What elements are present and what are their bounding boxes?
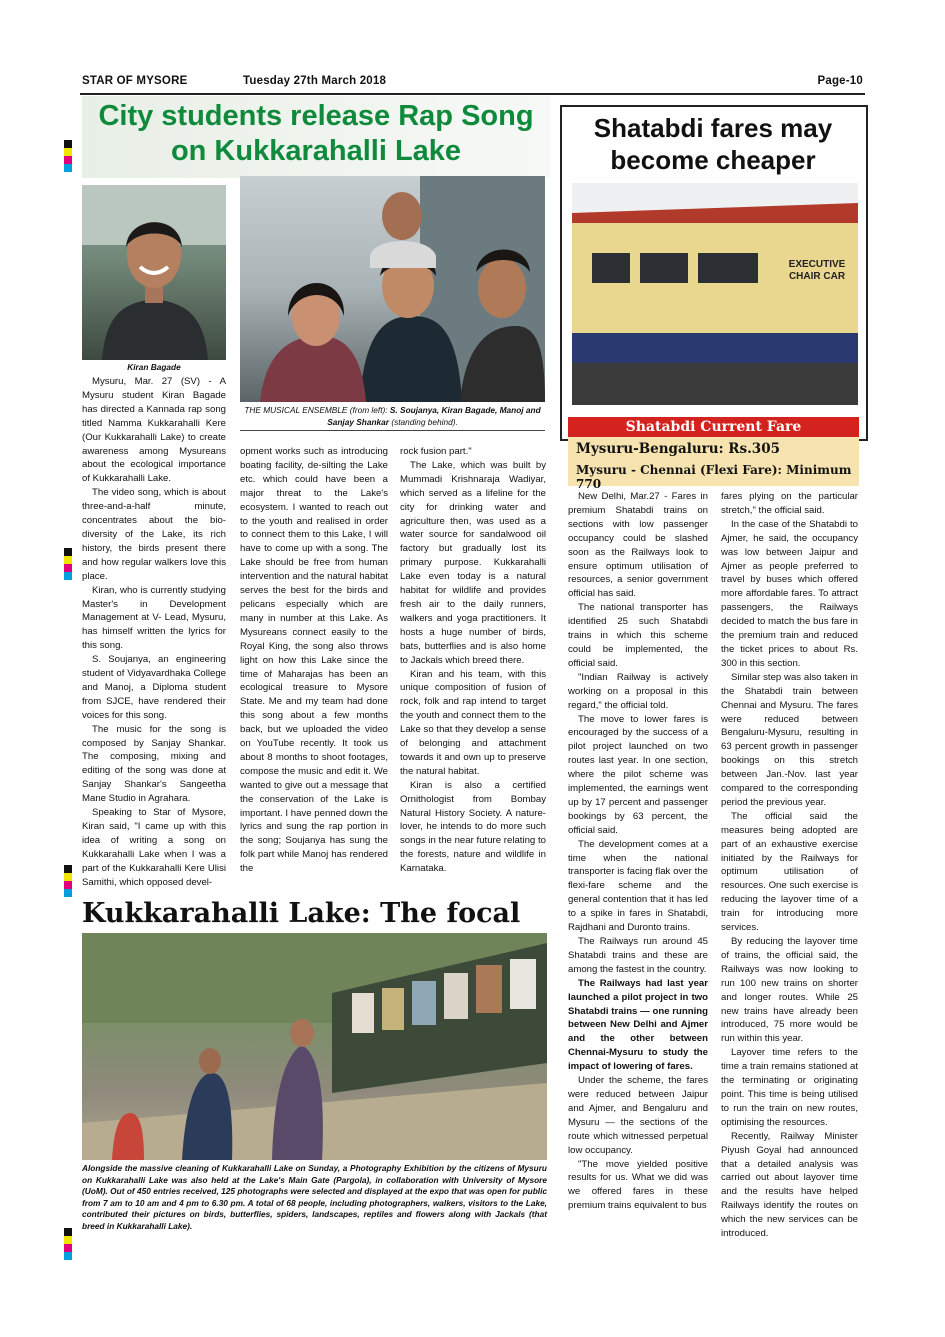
paragraph: By reducing the layover time of trains, the official said, the Railways was now looking to run 100 new trains on shorter and longer routes. While 25 new trains have already been introduced, 75 more would be run within this year. [721, 936, 858, 1045]
paragraph: The move to lower fares is encouraged by the success of a pilot project launched on two routes last year. In one section, where the pilot scheme was implemented, the earnings went up by 17 percent and passenger bookings by 63 percent, the official said. [568, 713, 708, 836]
train-coach [572, 183, 858, 405]
musical-ensemble-photo [240, 176, 545, 402]
paragraph: Kiran and his team, with this unique composition of fusion of rock, folk and rap intend to target the youth and connect them to the Lake so that they develop a sense of belonging and attachment towards it and own up to preserve the natural habitat. [400, 668, 546, 777]
exhibition-caption: Alongside the massive cleaning of Kukkarahalli Lake on Sunday, a Photography Exhibition by the citizens of Mysuru on Kukkarahalli Lake was also held at the Lake's Main Gate (Pargola), in collaboration with University of Mysore (UoM). Out of 450 entries received, 125 photographs were selected and displayed at the expo that was open for public from 7 am to 10 am and 4 pm to 6.30 pm. A total of 68 people, including photographers, walkers, visitors to the Lake, contributed their pictures on birds, butterflies, spiders, landscapes, reptiles and flowers along with Jackals (that breed in Kukkarahalli Lake). [82, 1163, 547, 1231]
paragraph: opment works such as introducing boating facility, de-silting the Lake etc. which could have been a major threat to the Lake's ecosystem. I wanted to reach out to the youth and realised in order to connect them to this Lake, I will have to come up with a song. The Lake should be free from human intervention and the natural habitat serves the best for the birds and pelicans especially which are many in number at this Lake. As Mysureans connect easily to the Royal King, the song also throws light on how this Lake since the time of Maharajas has been an ecological treasure to Mysore State. Me and my team had done this song about a few months back, but we uploaded the video on YouTube recently. It took us about 8 months to shoot footages, compose the music and edit it. We wanted to give out a message that the conservation of the Lake is important. I have penned down the lyrics and sung the rap portion in the song; Soujanya has sung the folk part while Manoj has rendered the [240, 446, 388, 875]
paragraph: New Delhi, Mar.27 - Fares in premium Shatabdi trains on sections with low passenger occupancy could be slashed soon as the Railways look to ensure optimum utilisation of resources, a senior government official has said. [568, 491, 708, 600]
paragraph: The music for the song is composed by Sanjay Shankar. The composing, mixing and editing of the song was done at Sanjay Shankar's Sangeetha Mane Studio in Agrahara. [82, 723, 226, 805]
paper-name: STAR OF MYSORE [82, 75, 188, 87]
issue-date: Tuesday 27th March 2018 [243, 75, 387, 87]
paragraph: Mysuru, Mar. 27 (SV) - A Mysuru student Kiran Bagade has directed a Kannada rap song titled Namma Kukkarahalli Kere (Our Kukkarahalli Lake) to create awareness among Mysureans about the ecological importance of Kukkarahalli Lake. [82, 376, 226, 485]
paragraph: Kiran is also a certified Ornithologist from Bombay Natural History Society. A nature-lover, he intends to do more such songs in the near future relating to the forests, nature and wildlife in Karnataka. [400, 779, 546, 875]
paragraph: rock fusion part." [400, 446, 472, 457]
color-registration-marks [64, 548, 72, 580]
paragraph: The Railways run around 45 Shatabdi trains and these are among the fastest in the country. [568, 936, 708, 975]
paragraph: Recently, Railway Minister Piyush Goyal had announced that a detailed analysis was carried out about layover time and the results have helped Railways identify the routes on which the new services can be introduced. [721, 1130, 858, 1240]
rap-column-2 [240, 445, 388, 895]
focal-headline: Kukkarahalli Lake: The focal [82, 898, 521, 929]
fare-box [568, 437, 859, 491]
ensemble-caption-lead: THE MUSICAL ENSEMBLE (from left): [244, 405, 390, 415]
color-registration-marks [64, 140, 72, 172]
ensemble-figures [240, 176, 545, 402]
shatabdi-train-photo [572, 183, 858, 405]
masthead-rule [80, 93, 865, 95]
paragraph: "Indian Railway is actively working on a proposal in this regard," the official told. [568, 671, 708, 711]
fare-chennai: Mysuru - Chennai (Flexi Fare): Minimum 770 [576, 463, 852, 491]
paragraph: S. Soujanya, an engineering student of Vidyavardhaka College and Manoj, a Diploma student from SJCE, have rendered their voices for this song. [82, 654, 226, 721]
paragraph: Similar step was also taken in the Shatabdi train between Chennai and Mysuru. The fares were reduced between Bengaluru-Mysuru, resulting in 63 percent growth in passenger bookings on this stretch between Jan.-Nov. last year compared to the corresponding period the previous year. [721, 671, 858, 808]
paragraph: Under the scheme, the fares were reduced between Jaipur and Ajmer, and Bengaluru and Mysuru — the sections of the route which witnessed perpetual low occupancy. [568, 1075, 708, 1156]
fare-box-title: Shatabdi Current Fare [568, 417, 859, 437]
paragraph: fares plying on the particular stretch," the official said. [721, 491, 858, 516]
paragraph: Speaking to Star of Mysore, Kiran said, "I came up with this idea of writing a song on Kukkarahalli Lake when I was a part of the Kukkarahalli Kere Ulisi Samithi, which opposed devel- [82, 807, 226, 888]
paragraph: "The move yielded positive results for us. What we did was we offered fares in these premium trains equivalent to bus [568, 1158, 708, 1212]
rap-column-1 [82, 375, 226, 895]
portrait-caption: Kiran Bagade [127, 362, 181, 372]
rap-headline: City students release Rap Song on Kukkarahalli Lake [98, 100, 534, 167]
paragraph-bold: The Railways had last year launched a pilot project in two Shatabdi trains — one running between New Delhi and Ajmer and the other between Chennai-Mysuru to study the impact of lowering of fares. [568, 977, 708, 1073]
color-registration-marks [64, 1228, 72, 1260]
paragraph: Kiran, who is currently studying Master's in Development Management at V- Lead, Mysuru, has himself written the lyrics for this song. [82, 584, 226, 652]
ensemble-caption-tail: (standing behind). [389, 416, 458, 427]
paragraph: The national transporter has identified 25 such Shatabdi trains in which this scheme could be implemented, the official said. [568, 602, 708, 669]
photo-exhibition-photo [82, 933, 547, 1160]
shatabdi-headline: Shatabdi fares may become cheaper [593, 113, 833, 175]
portrait-figure [82, 185, 226, 360]
paragraph: The official said the measures being adopted are part of an exhaustive exercise initiated by the Railways for optimum utilisation of resources. One such exercise is reducing the layover time of a train for introducing more services. [721, 810, 858, 934]
paragraph: The development comes at a time when the national transporter is facing flak over the flexi-fare scheme and the general contention that it has led to a spike in fares in Shatabdi, Rajdhani and Duronto trains. [568, 838, 708, 934]
exhibition-scene [82, 933, 547, 1160]
coach-label: EXECUTIVE CHAIR CAR [788, 259, 846, 282]
page-number: Page-10 [817, 75, 863, 87]
kiran-portrait-photo [82, 185, 226, 360]
paragraph: The Lake, which was built by Mummadi Krishnaraja Wadiyar, which served as a lifeline for the city for drinking water and agriculture then, was used as a water source for sandalwood oil factory but gradually lost its primary purpose. Kukkarahalli Lake even today is a natural habitat for wildlife and provides fresh air to the daily runners, walkers and yoga practitioners. It hosts a huge number of birds, bats, butterflies and is also home to Jackals which breed there. [400, 459, 546, 666]
ensemble-caption-names: S. Soujanya, Kiran Bagade, Manoj and Sanjay Shankar [327, 405, 541, 427]
caption-rule [240, 430, 545, 431]
shatabdi-column-1 [568, 490, 708, 1250]
color-registration-marks [64, 865, 72, 897]
paragraph: In the case of the Shatabdi to Ajmer, he said, the occupancy was low between Jaipur and Ajmer as people preferred to travel by buses which offered more affordable fares. To attract passengers, the Railways decided to match the bus fare in the premium train and reduced the ticket prices to about Rs. 300 in this section. [721, 518, 858, 669]
paragraph: The video song, which is about three-and-a-half minute, concentrates about the bio-diversity of the Lake, its rich history, the birds present there and how regular walkers love this place. [82, 487, 226, 582]
paragraph: Layover time refers to the time a train remains stationed at the terminating or originating point. This time is being utilised to run the train on new routes, optimising the resources. [721, 1047, 858, 1128]
rap-column-3 [400, 445, 546, 895]
ensemble-caption [240, 405, 545, 428]
fare-bengaluru: Mysuru-Bengaluru: Rs.305 [576, 441, 780, 457]
shatabdi-column-2 [721, 490, 858, 1250]
